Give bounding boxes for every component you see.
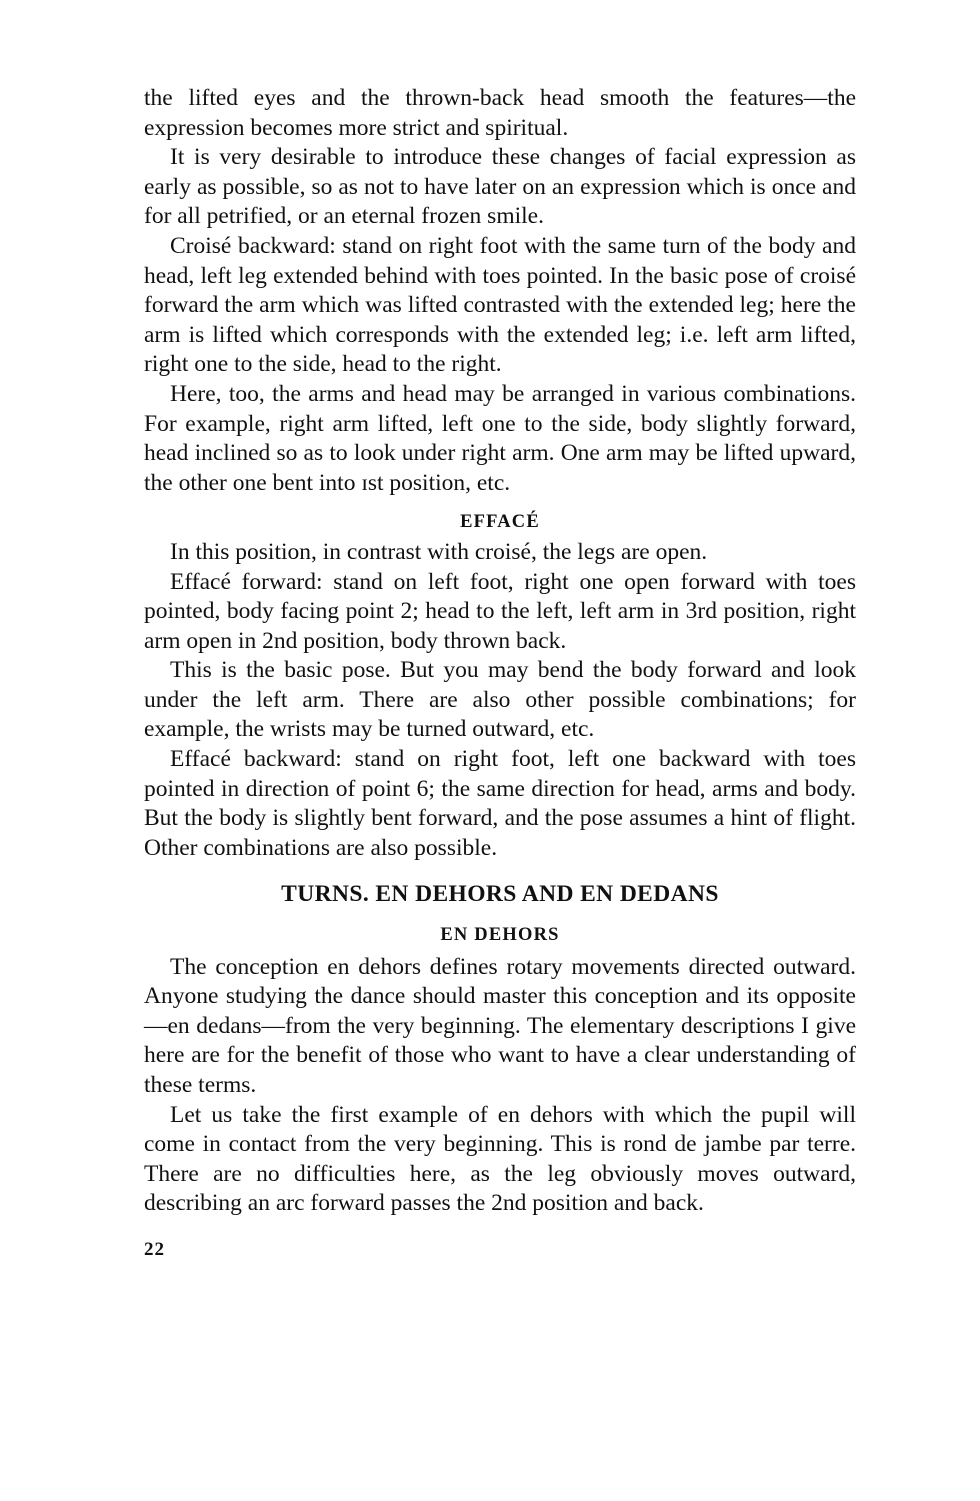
paragraph: Effacé forward: stand on left foot, right one open forward with toes pointed, body facing point 2; head to the left, left arm in 3rd position, right arm open in 2nd position, body thrown back. [144,568,856,654]
paragraph: This is the basic pose. But you may bend the body forward and look under the left arm. There are also other possible combinations; for example, the wrists may be turned outward, etc. [144,657,856,743]
paragraph: The conception en dehors defines rotary movements directed outward. Anyone studying the dance should master this conception and its opposite—en dedans—from the very beginning. The elementary descriptions I give here are for the benefit of those who want to have a clear understanding of these terms. [144,953,856,1098]
page-number: 22 [144,1238,165,1260]
section-heading-efface: EFFACÉ [460,512,540,533]
book-page [144,84,856,1265]
paragraph: the lifted eyes and the thrown-back head smooth the features—the expression becomes more strict and spiritual. [144,85,856,141]
section-heading-en-dehors: EN DEHORS [440,925,560,946]
paragraph: It is very desirable to introduce these changes of facial expression as early as possible, so as not to have later on an expression which is once and for all petrified, or an eternal frozen smile. [144,144,856,230]
paragraph: Let us take the first example of en dehors with which the pupil will come in contact from the very beginning. This is rond de jambe par terre. There are no difficulties here, as the leg obviously moves outward, describing an arc forward passes the 2nd position and back. [144,1101,856,1217]
paragraph: Effacé backward: stand on right foot, left one backward with toes pointed in direction of point 6; the same direction for head, arms and body. But the body is slightly bent forward, and the pose assumes a hint of flight. Other combinations are also possible. [144,746,856,861]
chapter-heading-turns: TURNS. EN DEHORS AND EN DEDANS [281,881,719,908]
paragraph: Croisé backward: stand on right foot with the same turn of the body and head, left leg extended behind with toes pointed. In the basic pose of croisé forward the arm which was lifted contrasted with the extended leg; here the arm is lifted which corresponds with the extended leg; i.e. left arm lifted, right one to the side, head to the right. [144,232,856,378]
paragraph: In this position, in contrast with croisé, the legs are open. [170,538,708,565]
paragraph: Here, too, the arms and head may be arranged in various combinations. For example, right arm lifted, left one to the side, body slightly forward, head inclined so as to look under right arm. One arm may be lifted upward, the other one bent into ɪst position, etc. [144,380,856,496]
